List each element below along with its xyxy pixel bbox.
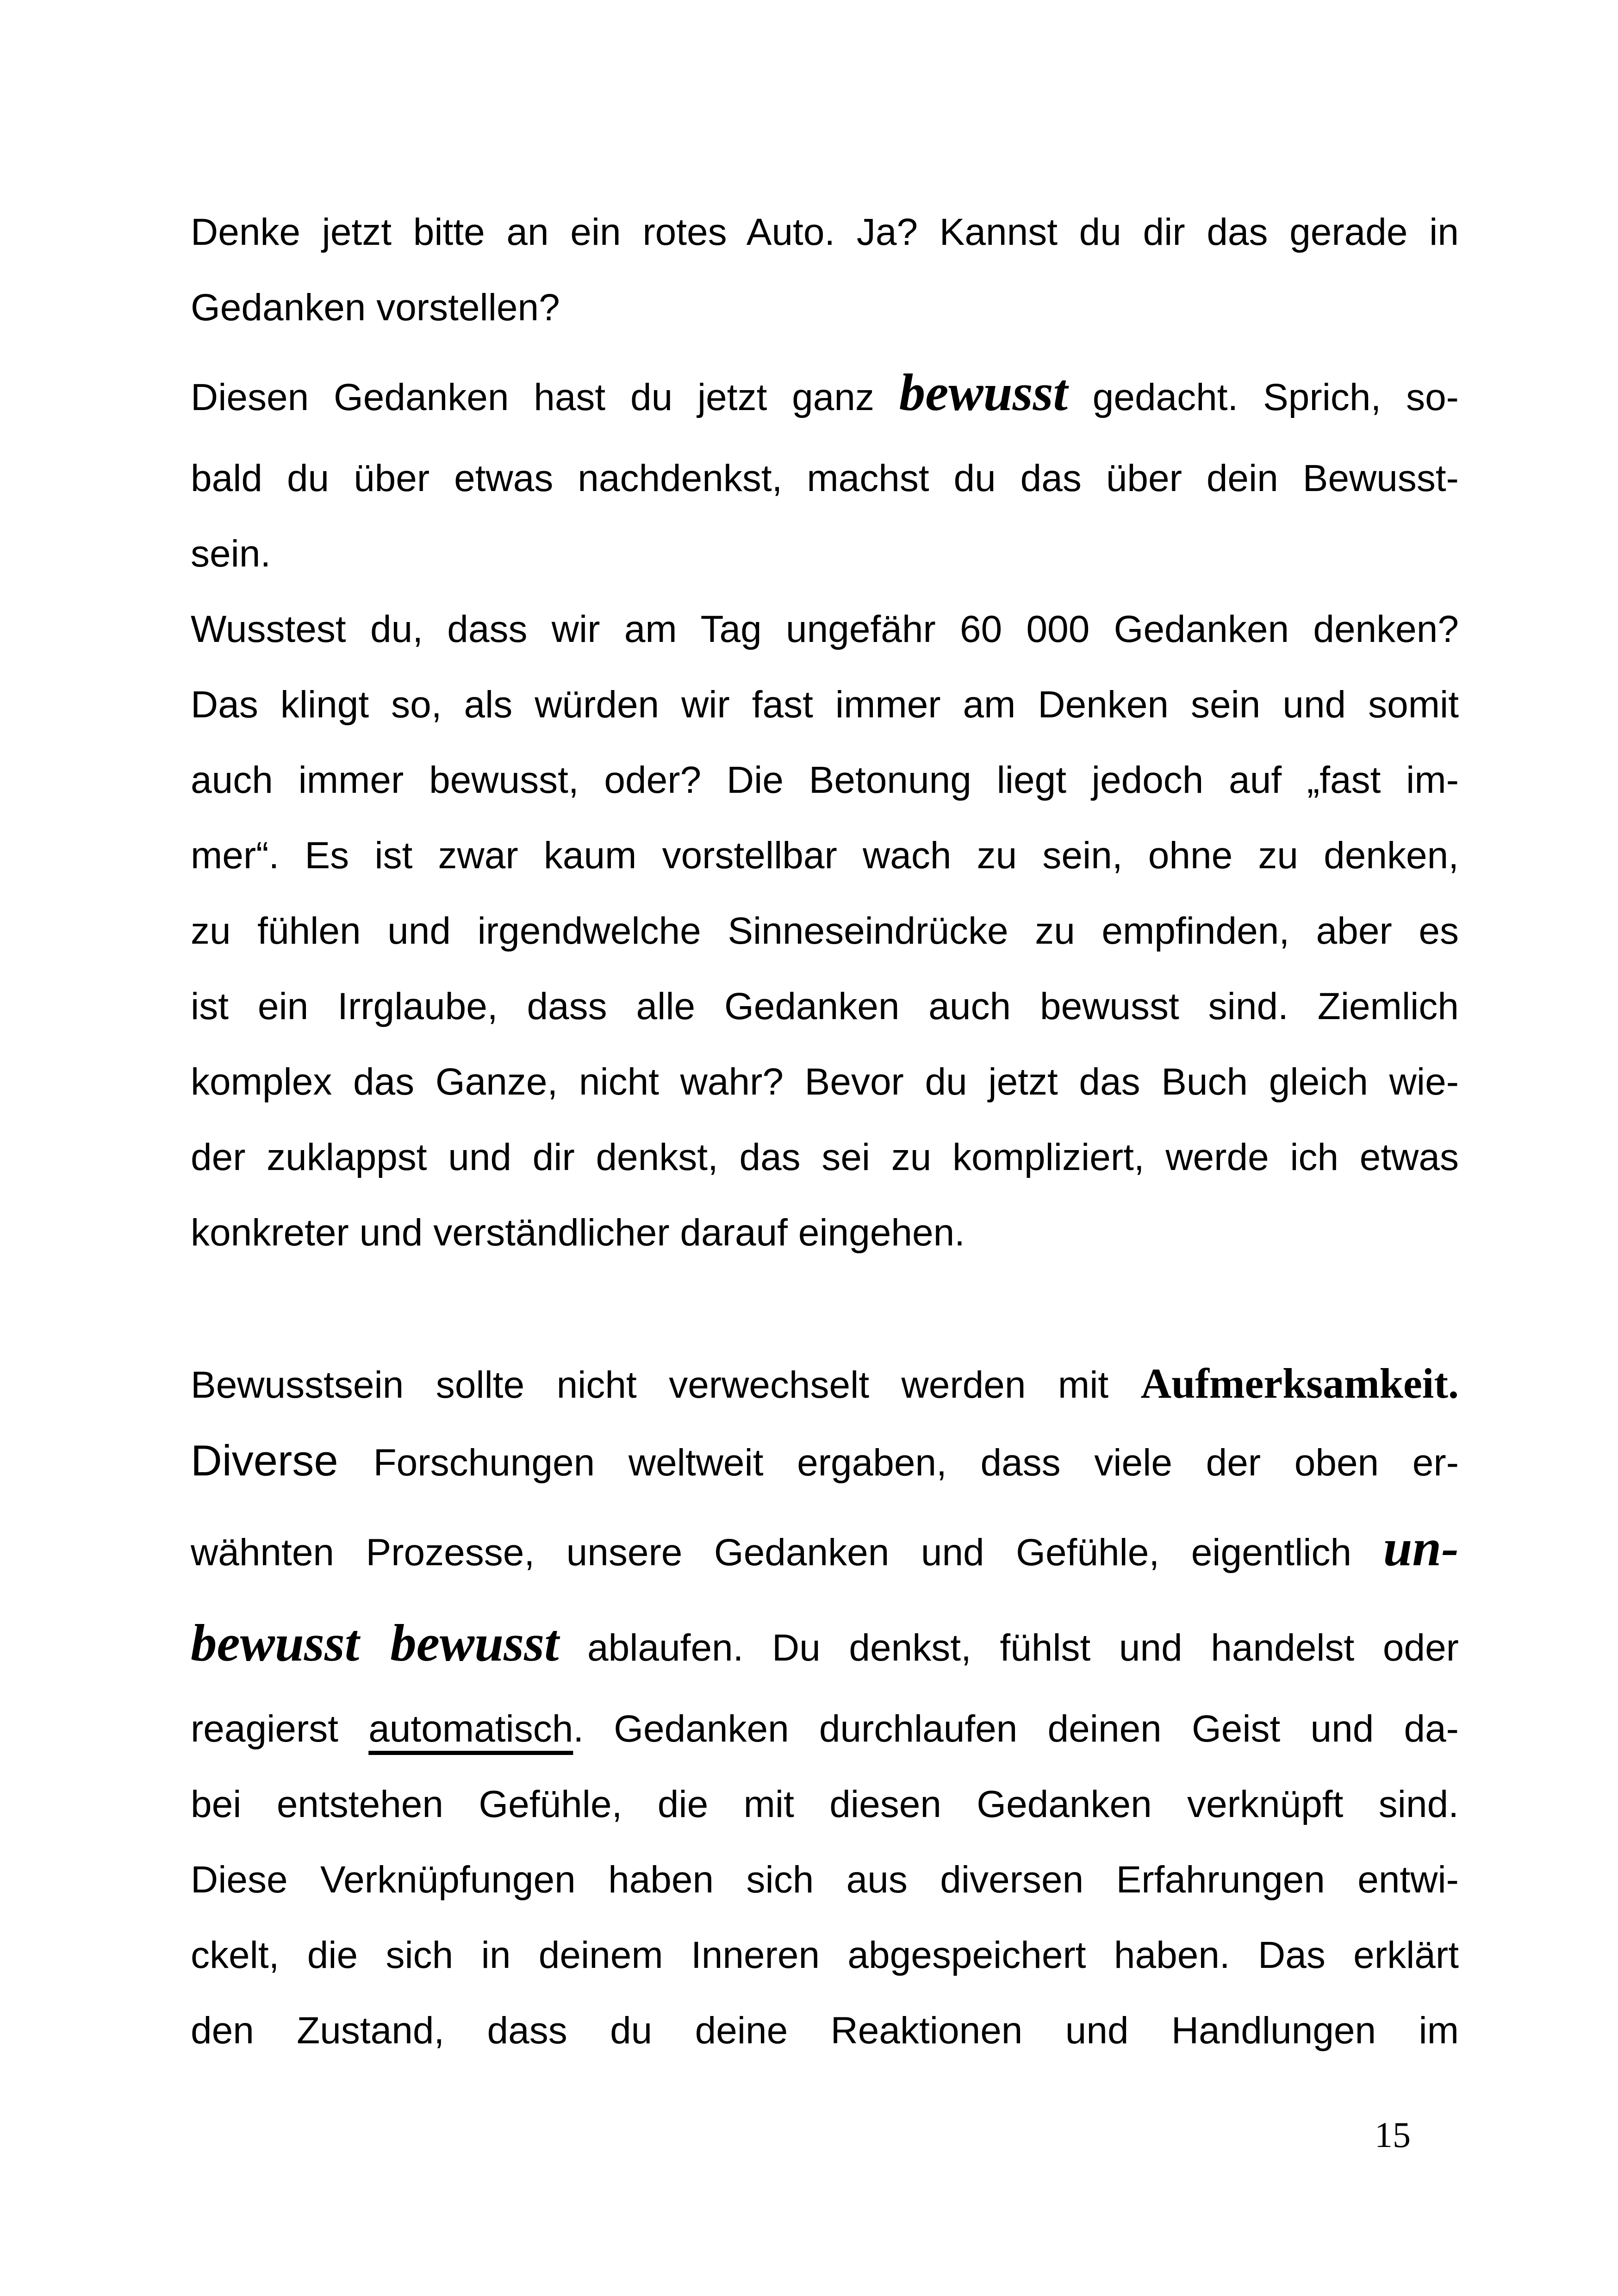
text-run: bei entstehen Gefühle, die mit diesen Gedanken verknüpft sind. (191, 1783, 1459, 1825)
text-line (191, 893, 1459, 969)
text-run: Wusstest du, dass wir am Tag ungefähr 60 000 Gedanken denken? (191, 608, 1459, 650)
paragraph (191, 591, 1459, 1270)
text-run: bald du über etwas nachdenkst, machst du das über dein Bewusst- (191, 457, 1459, 499)
text-run: automatisch (368, 1708, 573, 1750)
text-run: den Zustand, dass du deine Reaktionen und Handlungen im (191, 2010, 1459, 2052)
text-run: komplex das Ganze, nicht wahr? Bevor du jetzt das Buch gleich wie- (191, 1061, 1459, 1103)
text-run: Diverse (191, 1436, 373, 1485)
text-run: bewusst (899, 364, 1068, 422)
text-run: un- (1383, 1519, 1459, 1577)
text-run: bewusst bewusst (191, 1614, 559, 1672)
text-run: sein. (191, 533, 271, 575)
text-line (191, 1500, 1459, 1596)
page-number: 15 (1375, 2115, 1411, 2155)
text-run: wähnten Prozesse, unsere Gedanken und Gefühle, eigentlich (191, 1531, 1383, 1574)
text-line (191, 516, 1459, 591)
text-run: auch immer bewusst, oder? Die Betonung liegt jedoch auf „fast im- (191, 759, 1459, 801)
text-run: Forschungen weltweit ergaben, dass viele der oben er- (373, 1442, 1459, 1484)
text-run: mer“. Es ist zwar kaum vorstellbar wach zu sein, ohne zu denken, (191, 834, 1459, 877)
text-line (191, 1842, 1459, 1917)
text-run: Das klingt so, als würden wir fast immer am Denken sein und somit (191, 684, 1459, 726)
text-line (191, 818, 1459, 893)
text-line (191, 969, 1459, 1044)
text-run: . Gedanken durchlaufen deinen Geist und da- (573, 1708, 1459, 1750)
text-line (191, 1044, 1459, 1120)
text-line (191, 1596, 1459, 1691)
paragraph (191, 345, 1459, 591)
text-line (191, 1691, 1459, 1767)
text-line (191, 667, 1459, 742)
text-line (191, 270, 1459, 345)
text-run: Denke jetzt bitte an ein rotes Auto. Ja? Kannst du dir das gerade in (191, 211, 1459, 253)
text-line (191, 194, 1459, 270)
text-line (191, 1195, 1459, 1270)
text-line (191, 1917, 1459, 1993)
text-run: Diesen Gedanken hast du jetzt ganz (191, 376, 899, 418)
text-run: gedacht. Sprich, so- (1067, 376, 1459, 418)
page-text (191, 194, 1459, 2068)
paragraph (191, 194, 1459, 345)
text-run: ablaufen. Du denkst, fühlst und handelst oder (559, 1627, 1459, 1669)
text-line (191, 1767, 1459, 1842)
text-line (191, 742, 1459, 818)
text-line (191, 1120, 1459, 1195)
text-line (191, 1993, 1459, 2068)
text-run: Diese Verknüpfungen haben sich aus diversen Erfahrungen entwi- (191, 1859, 1459, 1901)
text-run: Gedanken vorstellen? (191, 286, 560, 329)
text-line (191, 1423, 1459, 1500)
text-run: konkreter und verständlicher darauf eingehen. (191, 1212, 965, 1254)
text-run: zu fühlen und irgendwelche Sinneseindrücke zu empfinden, aber es (191, 910, 1459, 952)
text-run: ist ein Irrglaube, dass alle Gedanken auch bewusst sind. Ziemlich (191, 985, 1459, 1027)
text-run: Aufmerksamkeit. (1140, 1360, 1459, 1407)
text-line (191, 1346, 1459, 1423)
text-run: ckelt, die sich in deinem Inneren abgespeichert haben. Das erklärt (191, 1934, 1459, 1976)
text-line (191, 345, 1459, 441)
text-run: reagierst (191, 1708, 369, 1750)
paragraph (191, 1346, 1459, 2068)
text-run: der zuklappst und dir denkst, das sei zu kompliziert, werde ich etwas (191, 1136, 1459, 1178)
text-run: Bewusstsein sollte nicht verwechselt werden mit (191, 1364, 1141, 1406)
text-line (191, 591, 1459, 667)
text-line (191, 441, 1459, 516)
